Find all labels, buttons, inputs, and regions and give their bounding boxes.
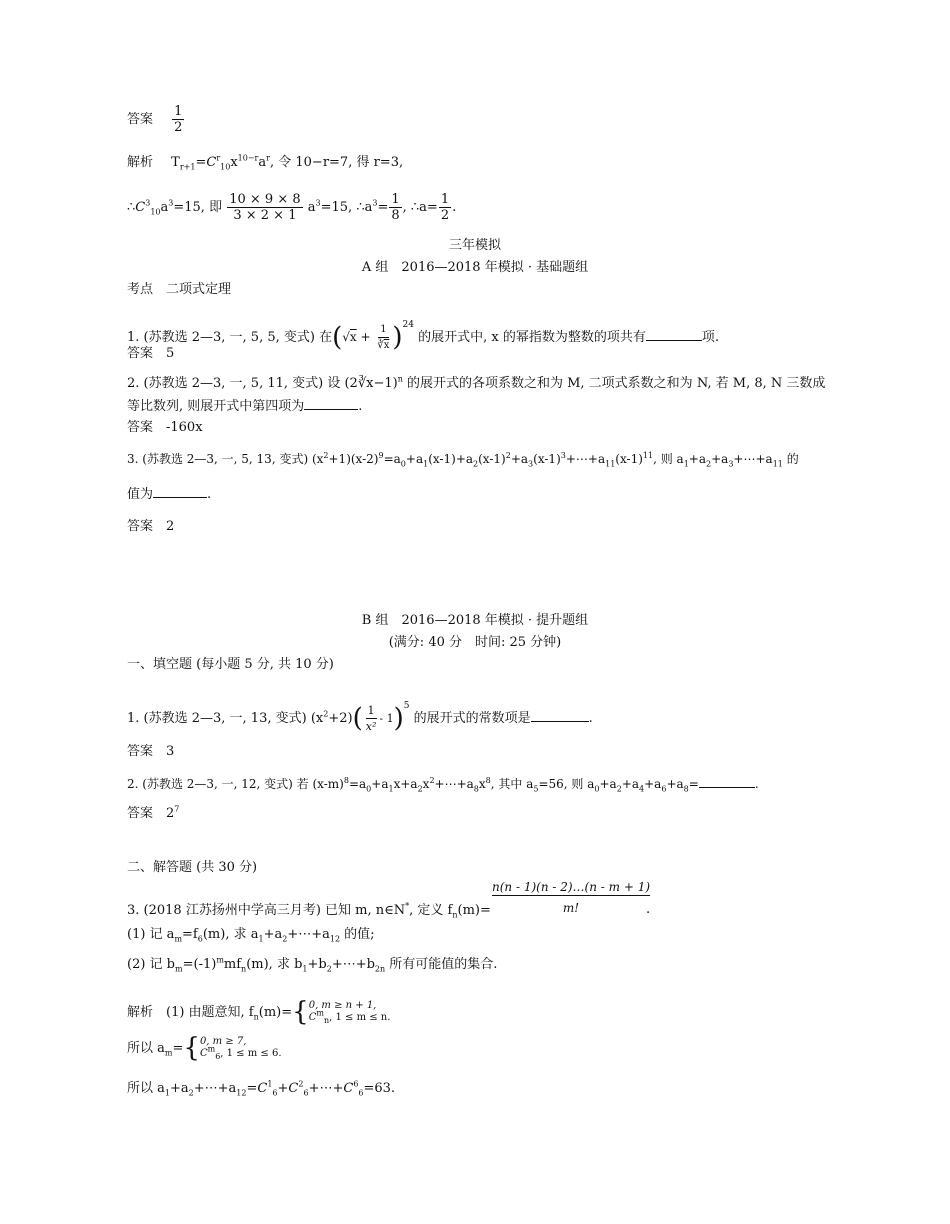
fraction-numerator: 1: [440, 192, 450, 207]
expression-open-paren: (: [352, 703, 363, 734]
piecewise-cases: [309, 1000, 391, 1024]
question-b3: 3. (2018 江苏扬州中学高三月考) 已知 m, n∈N*, 定义 $f_n(m)=$: [127, 901, 491, 920]
fraction-denominator: 2: [174, 120, 183, 135]
period: .: [452, 200, 457, 215]
expression-body: √x + $\frac{1}{∛\overline{x}}$: [342, 324, 390, 351]
group-b-title: B 组 2016—2018 年模拟 · 提升题组: [361, 613, 589, 628]
combination-fraction: [227, 192, 302, 223]
answer-b2: [127, 805, 179, 823]
fraction-numerator: 10 × 9 × 8: [229, 192, 301, 207]
answer-label: 答案: [127, 112, 154, 127]
question-prefix: 1. (苏教选 2—3, 一, 13, 变式) $(x^2+2)$: [127, 709, 353, 726]
solution-text: 解析 (1) 由题意知, $f_n(m)=$: [127, 1004, 293, 1022]
fraction-numerator: 1: [174, 104, 183, 119]
question-end: 项.: [701, 330, 720, 345]
question-a2-line1: 2. (苏教选 2—3, 一, 5, 11, 变式) 设 (2∛x−1)$^n$ 的展开式的各项系数之和为 M, 二项式系数之和为 N, 若 M, 8, N 三数成: [127, 374, 826, 391]
therefore-text-b: $a^3=15$, $\therefore a^3=$: [307, 198, 389, 215]
question-prefix: 1. (苏教选 2—3, 一, 5, 5, 变式) 在: [127, 330, 333, 345]
fraction-denominator: 3 × 2 × 1: [233, 208, 297, 223]
expression-close-paren: ): [392, 322, 403, 353]
fraction-denominator: x²: [365, 720, 377, 733]
therefore-text-a: $\therefore C^3_{10}a^3=15$, 即: [127, 198, 223, 217]
expression-exponent: 5: [403, 701, 410, 711]
question-b3-part1: (1) 记 $a_m=f_6(m)$, 求 $a_1+a_2+\cdots+a_{12}$ 的值;: [127, 927, 375, 944]
answer-a1: 答案 5: [127, 346, 175, 361]
half-fraction: [439, 192, 451, 223]
question-end: .: [588, 711, 593, 726]
fraction-denominator: 8: [391, 208, 400, 223]
piecewise-cases: [200, 1036, 282, 1060]
question-a2-line2: [127, 397, 362, 416]
question-end: .: [207, 487, 212, 502]
therefore-text-c: , ∴a=: [402, 200, 438, 215]
answer-a2: 答案 -160x: [127, 420, 203, 435]
question-text: 2. (苏教选 2—3, 一, 12, 变式) 若 $(x-m)^8=a_0+a_1x+a_2x^2+\cdots+a_8x^8$, 其中 $a_5=56$, 则 $a_0+a_2+a_4+a_6+a_8=$: [127, 776, 699, 794]
solution-line2: [127, 1033, 282, 1063]
answer-blank[interactable]: [304, 397, 358, 410]
expression-minus: - 1: [379, 712, 394, 725]
expression-fraction: [364, 703, 379, 734]
fraction-denominator: 2: [440, 208, 450, 223]
question-suffix: 的展开式中, x 的幂指数为整数的项共有: [418, 330, 646, 345]
definition-numerator: n(n - 1)(n - 2)…(n - m + 1): [492, 880, 651, 894]
left-brace: {: [292, 997, 309, 1027]
answer-blank[interactable]: [646, 328, 702, 341]
therefore-line: [127, 192, 456, 223]
answer-blank[interactable]: [531, 709, 589, 722]
answer-text: 答案 2: [127, 806, 175, 821]
solution-text: 所以 $a_m=$: [127, 1040, 184, 1058]
group-b-meta: (满分: 40 分 时间: 25 分钟): [388, 635, 562, 650]
question-a3-line1: 3. (苏教选 2—3, 一, 5, 13, 变式) $(x^2+1)(x-2)^9=a_0+a_1(x-1)+a_2(x-1)^2+a_3(x-1)^3+\cdots+a_{11}(x-1)^{11}$, 则 $a_1+a_2+a_3+\cdots+a_{11}$ 的: [127, 451, 799, 469]
question-b1: [127, 703, 593, 734]
question-end: .: [358, 399, 363, 414]
section-title: 三年模拟: [448, 238, 501, 253]
answer-exponent: 7: [174, 804, 180, 814]
analysis-line: [127, 154, 403, 172]
case-two: $C^m_6$, 1 ≤ m ≤ 6.: [199, 1044, 282, 1061]
definition-end: .: [646, 902, 651, 917]
question-a1: [127, 322, 719, 353]
answer-fraction: [172, 104, 184, 135]
case-one: 0, m ≥ n + 1,: [308, 1000, 377, 1011]
case-two: $C^m_n$, 1 ≤ m ≤ n.: [308, 1008, 391, 1025]
answer-blank[interactable]: [153, 485, 207, 498]
solution-line1: [127, 997, 391, 1027]
left-brace: {: [183, 1033, 200, 1063]
answer-blank[interactable]: [699, 775, 755, 788]
analysis-label: 解析: [127, 155, 154, 170]
part-one-heading: 一、填空题 (每小题 5 分, 共 10 分): [127, 657, 334, 672]
expression-open-paren: (: [332, 322, 343, 353]
answer-a3: 答案 2: [127, 519, 175, 534]
part-two-heading: 二、解答题 (共 30 分): [127, 860, 258, 875]
case-one: 0, m ≥ 7,: [199, 1036, 247, 1047]
answer-line: [127, 104, 185, 135]
question-a3-line2: [127, 485, 211, 504]
question-end: .: [754, 777, 759, 791]
analysis-text: $T_{r+1}=C^r_{10}x^{10-r}a^r$, 令 10−r=7, 得 r=3,: [171, 153, 404, 172]
question-text: 值为: [127, 487, 154, 502]
expression-close-paren: ): [393, 703, 404, 734]
question-b3-part2: (2) 记 $b_m=(-1)^mmf_n(m)$, 求 $b_1+b_2+\cdots+b_{2n}$ 所有可能值的集合.: [127, 955, 498, 974]
answer-b1: 答案 3: [127, 744, 175, 759]
question-suffix: 的展开式的常数项是: [413, 711, 531, 726]
expression-exponent: 24: [402, 320, 414, 330]
group-a-title: A 组 2016—2018 年模拟 · 基础题组: [361, 260, 589, 275]
eighth-fraction: [389, 192, 401, 223]
question-text: 等比数列, 则展开式中第四项为: [127, 399, 305, 414]
question-b2: [127, 775, 759, 793]
solution-line3: 所以 $a_1+a_2+\cdots+a_{12}=C^1_6+C^2_6+\cdots+C^6_6=63$.: [127, 1079, 396, 1098]
topic-line: 考点 二项式定理: [127, 282, 232, 297]
fraction-numerator: 1: [367, 704, 375, 717]
fraction-numerator: 1: [391, 192, 400, 207]
definition-denominator: m!: [562, 901, 580, 915]
